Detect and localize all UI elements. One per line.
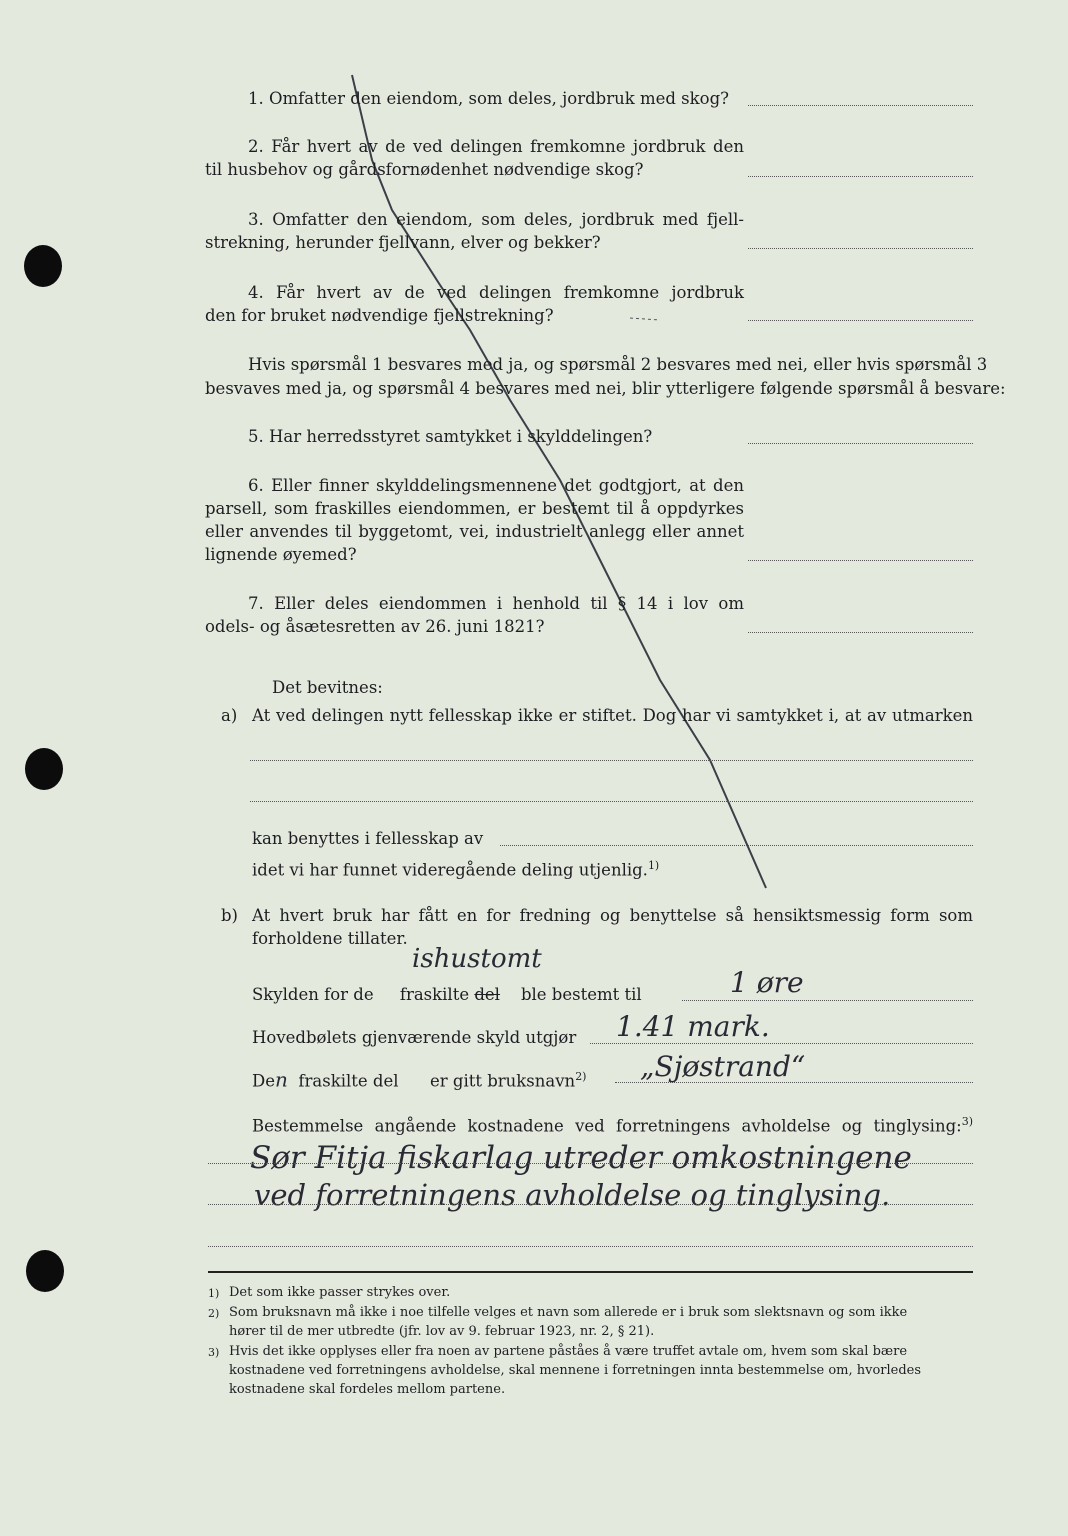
certify-a-line-1: At ved delingen nytt fellesskap ikke er stiftet. Dog har vi samtykket i, at av utmarken xyxy=(252,706,973,725)
handwritten-n: n xyxy=(275,1067,288,1092)
certify-b-line-1: At hvert bruk har fått en for fredning og benyttelse så hensiktsmessig form som xyxy=(252,906,973,925)
question-6-line-2: parsell, som fraskilles eiendommen, er bestemt til å oppdyrkes xyxy=(205,499,744,518)
footnote-rule xyxy=(208,1271,973,1273)
question-2-line-2: til husbehov og gårdsfornødenhet nødvendige skog? xyxy=(205,160,644,179)
footnote-2-number: 2) xyxy=(208,1307,220,1320)
hovedbol-line xyxy=(590,1043,973,1044)
punch-hole-top xyxy=(24,245,62,287)
handwritten-ishustomt: ishustomt xyxy=(412,944,542,974)
question-7-line-2: odels- og åsætesretten av 26. juni 1821? xyxy=(205,617,545,636)
footnote-3-number: 3) xyxy=(208,1346,220,1359)
footnote-2-text-1: Som bruksnavn må ikke i noe tilfelle velges et navn som allerede er i bruk som slektsnavn og som ikke xyxy=(229,1305,908,1320)
certify-a-label: a) xyxy=(221,706,238,725)
skyld-label: Skylden for de fraskilte del ble bestemt til xyxy=(252,985,642,1004)
answer-line-q5 xyxy=(748,443,973,444)
handwritten-kostnader-line-2: ved forretningens avholdelse og tinglysing. xyxy=(254,1178,891,1212)
skyld-line xyxy=(682,1000,973,1001)
certify-b-label: b) xyxy=(221,906,238,925)
certify-a-line-3: idet vi har funnet videregående deling utjenlig.$^{1)}$ xyxy=(252,859,660,880)
question-6-line-3: eller anvendes til byggetomt, vei, industrielt anlegg eller annet xyxy=(205,522,744,541)
kostnader-line-2 xyxy=(208,1204,973,1205)
answer-line-q1 xyxy=(748,105,973,106)
question-4-line-1: 4. Får hvert av de ved delingen fremkomne jordbruk xyxy=(248,283,744,302)
answer-line-q2 xyxy=(748,176,973,177)
kostnader-line-1 xyxy=(208,1163,973,1164)
condition-line-1: Hvis spørsmål 1 besvares med ja, og spørsmål 2 besvares med nei, eller hvis spørsmål 3 xyxy=(248,355,988,374)
blank-line-2 xyxy=(250,801,973,802)
question-2-line-1: 2. Får hvert av de ved delingen fremkomne jordbruk den xyxy=(248,137,744,156)
handwritten-hovedbol-value: 1.41 mark. xyxy=(616,1010,770,1043)
answer-line-q7 xyxy=(748,632,973,633)
footnote-3-text-1: Hvis det ikke opplyses eller fra noen av partene påståes å være truffet avtale om, hvem som skal bære xyxy=(229,1344,908,1359)
bruksnavn-label: Den fraskilte del er gitt bruksnavn$^{2)}$ xyxy=(252,1067,587,1092)
answer-line-q3 xyxy=(748,248,973,249)
footnote-1-text: Det som ikke passer strykes over. xyxy=(229,1285,451,1300)
footnote-ref-3: 3) xyxy=(961,1115,973,1128)
certify-b-line-2: forholdene tillater. xyxy=(252,929,408,948)
question-6-line-1: 6. Eller finner skylddelingsmennene det godtgjort, at den xyxy=(248,476,744,495)
certify-heading: Det bevitnes: xyxy=(272,678,383,697)
blank-line-1 xyxy=(250,760,973,761)
kostnader-line-3 xyxy=(208,1246,973,1247)
kostnader-label: Bestemmelse angående kostnadene ved forretningens avholdelse og tinglysing:$^{3)}$ xyxy=(252,1115,973,1136)
punch-hole-middle xyxy=(25,748,63,790)
question-4-line-2: den for bruket nødvendige fjellstrekning? xyxy=(205,306,554,325)
certify-a-line-2: kan benyttes i fellesskap av xyxy=(252,829,484,848)
question-1: 1. Omfatter den eiendom, som deles, jordbruk med skog? xyxy=(248,89,729,108)
question-6-line-4: lignende øyemed? xyxy=(205,545,357,564)
handwritten-skyld-value: 1 øre xyxy=(730,966,804,999)
hovedbol-label: Hovedbølets gjenværende skyld utgjør xyxy=(252,1028,577,1047)
handwritten-kostnader-line-1: Sør Fitja fiskarlag utreder omkostningene xyxy=(250,1140,912,1176)
struck-del: del xyxy=(474,985,500,1004)
condition-line-2: besvaves med ja, og spørsmål 4 besvares med nei, blir ytterligere følgende spørsmål å besvare: xyxy=(205,379,1006,398)
question-7-line-1: 7. Eller deles eiendommen i henhold til § 14 i lov om xyxy=(248,594,744,613)
footnote-3-text-2: kostnadene ved forretningens avholdelse, skal mennene i forretningen innta bestemmelse om, hvorledes xyxy=(229,1363,922,1378)
footnote-2-text-2: hører til de mer utbredte (jfr. lov av 9. februar 1923, nr. 2, § 21). xyxy=(229,1324,655,1339)
answer-line-q6 xyxy=(748,560,973,561)
blank-line-fellesskap xyxy=(500,845,973,846)
footnote-ref-2: 2) xyxy=(575,1070,587,1083)
footnote-3-text-3: kostnadene skal fordeles mellom partene. xyxy=(229,1382,506,1397)
handwritten-bruksnavn: „Sjøstrand“ xyxy=(640,1050,806,1083)
answer-line-q4 xyxy=(748,320,973,321)
question-3-line-1: 3. Omfatter den eiendom, som deles, jordbruk med fjell- xyxy=(248,210,744,229)
footnote-ref-1: 1) xyxy=(647,859,660,872)
question-5: 5. Har herredsstyret samtykket i skylddelingen? xyxy=(248,427,653,446)
punch-hole-bottom xyxy=(26,1250,64,1292)
question-3-line-2: strekning, herunder fjellvann, elver og bekker? xyxy=(205,233,601,252)
footnote-1-number: 1) xyxy=(208,1287,220,1300)
